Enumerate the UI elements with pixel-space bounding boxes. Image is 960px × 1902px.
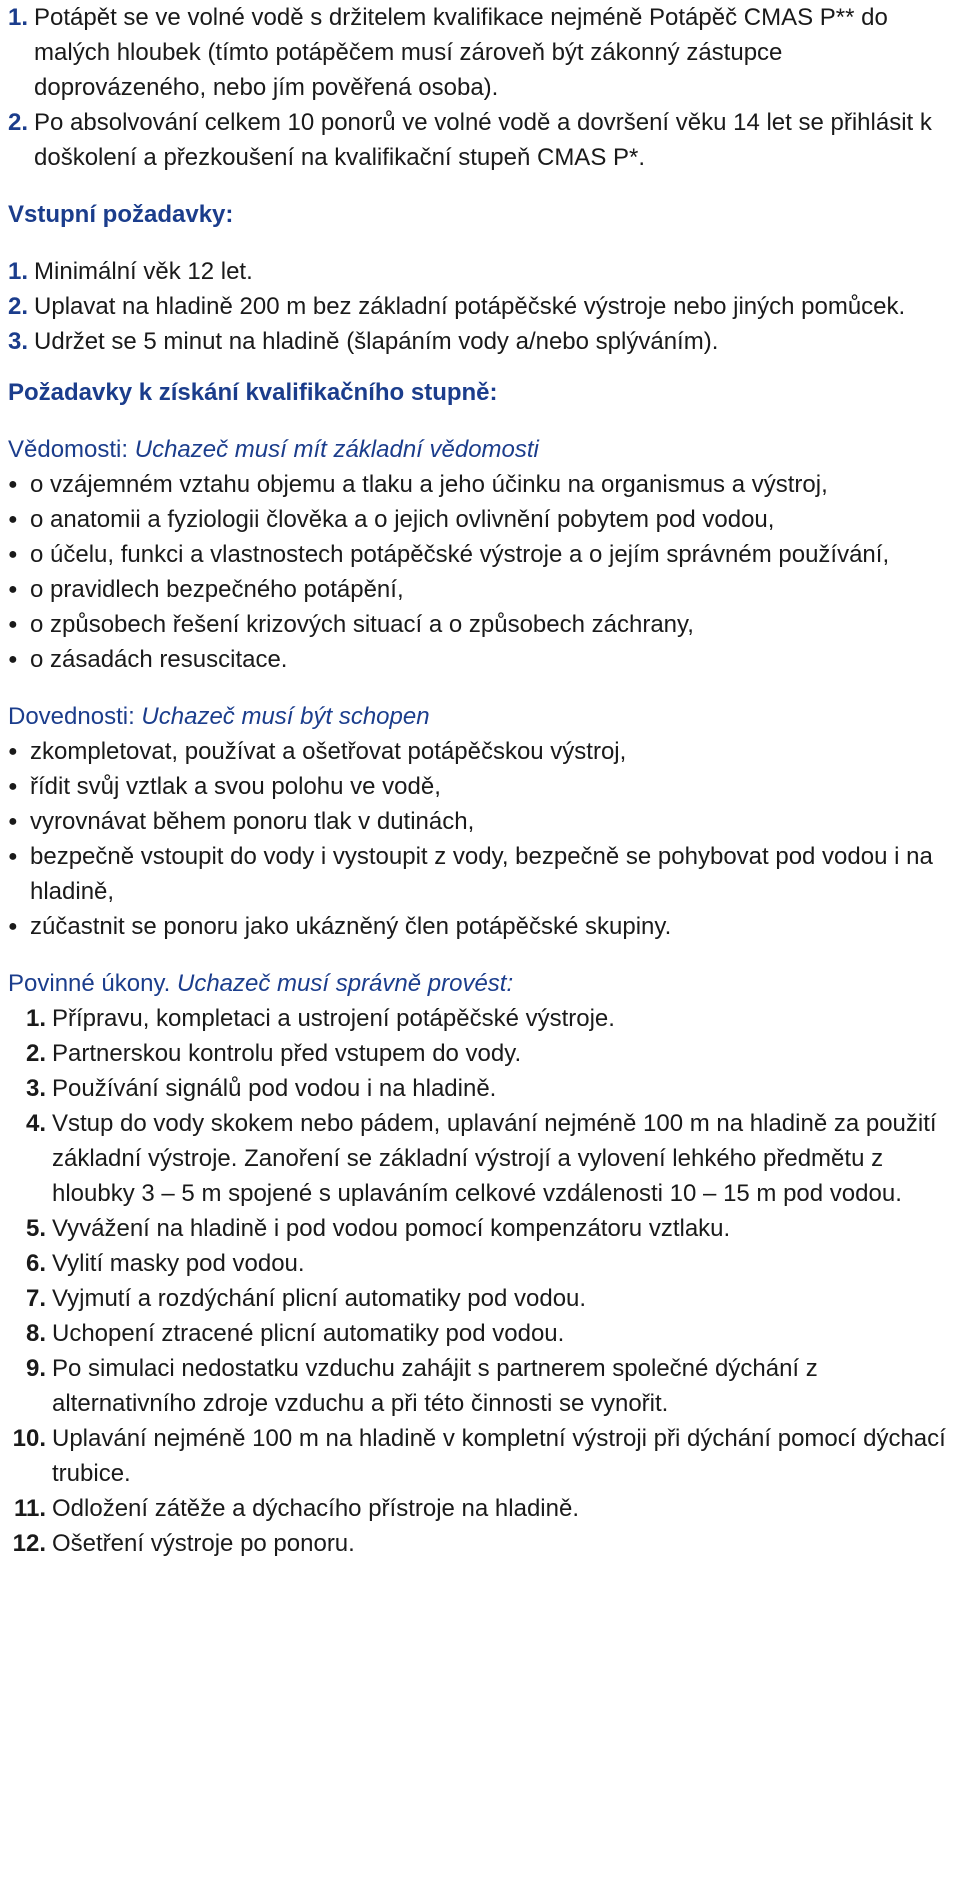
item-text: o zásadách resuscitace. <box>30 646 288 673</box>
entry-requirements-heading: Vstupní požadavky: <box>8 201 234 228</box>
list-item <box>8 572 950 607</box>
bullet-icon: ● <box>8 651 18 668</box>
item-number: 1. <box>8 258 29 285</box>
list-item <box>8 1281 950 1316</box>
item-text: o anatomii a fyziologii člověka a o jejich ovlivnění pobytem pod vodou, <box>30 506 775 533</box>
bullet-icon: ● <box>8 546 18 563</box>
list-item <box>8 289 950 324</box>
list-item <box>8 324 950 359</box>
item-text: bezpečně vstoupit do vody i vystoupit z vody, bezpečně se pohybovat pod vodou i na hladině, <box>30 843 933 905</box>
list-item <box>8 1351 950 1421</box>
tasks-intro-text: Uchazeč musí správně provést: <box>170 970 514 997</box>
list-item <box>8 502 950 537</box>
list-item <box>8 1491 950 1526</box>
item-number: 3. <box>8 328 29 355</box>
list-item <box>8 909 950 944</box>
item-text: zkompletovat, používat a ošetřovat potápěčskou výstroj, <box>30 738 627 765</box>
item-number: 2. <box>25 1040 46 1067</box>
item-text: Po absolvování celkem 10 ponorů ve volné vodě a dovršení věku 14 let se přihlásit k doškolení a přezkoušení na kvalifikační stupeň CMAS P*. <box>34 109 932 171</box>
item-text: Vylití masky pod vodou. <box>52 1250 305 1277</box>
list-item <box>8 1211 950 1246</box>
skills-label: Dovednosti: <box>8 703 135 730</box>
item-number: 5. <box>25 1215 46 1242</box>
tasks-list <box>8 1001 950 1561</box>
item-text: Vyvážení na hladině i pod vodou pomocí kompenzátoru vztlaku. <box>52 1215 731 1242</box>
list-item <box>8 839 950 909</box>
item-text: Odložení zátěže a dýchacího přístroje na hladině. <box>52 1495 579 1522</box>
list-item <box>8 1421 950 1491</box>
item-text: o způsobech řešení krizových situací a o způsobech záchrany, <box>30 611 694 638</box>
entry-requirements-list <box>8 254 950 359</box>
bullet-icon: ● <box>8 476 18 493</box>
list-item <box>8 1316 950 1351</box>
list-item <box>8 1001 950 1036</box>
list-item <box>8 1526 950 1561</box>
item-text: vyrovnávat během ponoru tlak v dutinách, <box>30 808 475 835</box>
item-text: řídit svůj vztlak a svou polohu ve vodě, <box>30 773 441 800</box>
item-number: 1. <box>25 1005 46 1032</box>
knowledge-intro <box>8 432 950 467</box>
item-text: o účelu, funkci a vlastnostech potápěčské výstroje a o jejím správném používání, <box>30 541 890 568</box>
item-number: 11. <box>13 1495 46 1522</box>
list-item <box>8 769 950 804</box>
list-item <box>8 1071 950 1106</box>
qualification-requirements-heading: Požadavky k získání kvalifikačního stupně: <box>8 379 498 406</box>
skills-list <box>8 734 950 944</box>
list-item <box>8 254 950 289</box>
item-text: Po simulaci nedostatku vzduchu zahájit s partnerem společné dýchání z alternativního zdroje vzduchu a při této činnosti se vynořit. <box>52 1355 818 1417</box>
bullet-icon: ● <box>8 848 18 865</box>
bullet-icon: ● <box>8 813 18 830</box>
item-text: Uplavat na hladině 200 m bez základní potápěčské výstroje nebo jiných pomůcek. <box>34 293 906 320</box>
item-text: zúčastnit se ponoru jako ukázněný člen potápěčské skupiny. <box>30 913 672 940</box>
item-text: Vstup do vody skokem nebo pádem, uplavání nejméně 100 m na hladině za použití základní výstroje. Zanoření se základní výstrojí a vylovení lehkého předmětu z hloubky 3 – 5 m spojené s uplaváním celkové vzdálenosti 10 – 15 m pod vodou. <box>52 1110 937 1207</box>
list-item <box>8 467 950 502</box>
item-number: 7. <box>25 1285 46 1312</box>
item-text: Partnerskou kontrolu před vstupem do vody. <box>52 1040 522 1067</box>
item-text: o vzájemném vztahu objemu a tlaku a jeho účinku na organismus a výstroj, <box>30 471 828 498</box>
knowledge-list <box>8 467 950 677</box>
item-number: 10. <box>12 1425 46 1452</box>
item-number: 1. <box>8 4 29 31</box>
list-item <box>8 1036 950 1071</box>
knowledge-label: Vědomosti: <box>8 436 129 463</box>
knowledge-intro-text: Uchazeč musí mít základní vědomosti <box>128 436 539 463</box>
item-number: 3. <box>25 1075 46 1102</box>
item-text: o pravidlech bezpečného potápění, <box>30 576 404 603</box>
bullet-icon: ● <box>8 918 18 935</box>
list-item <box>8 537 950 572</box>
tasks-intro <box>8 966 950 1001</box>
list-item <box>8 1246 950 1281</box>
list-item <box>8 734 950 769</box>
tasks-label: Povinné úkony. <box>8 970 171 997</box>
item-text: Přípravu, kompletaci a ustrojení potápěčské výstroje. <box>52 1005 615 1032</box>
item-number: 9. <box>25 1355 46 1382</box>
item-text: Uchopení ztracené plicní automatiky pod vodou. <box>52 1320 565 1347</box>
item-text: Potápět se ve volné vodě s držitelem kvalifikace nejméně Potápěč CMAS P** do malých hloubek (tímto potápěčem musí zároveň být zákonný zástupce doprovázeného, nebo jím pověřená osoba). <box>34 4 888 101</box>
list-item <box>8 105 950 175</box>
bullet-icon: ● <box>8 616 18 633</box>
item-number: 6. <box>25 1250 46 1277</box>
item-number: 2. <box>8 293 29 320</box>
bullet-icon: ● <box>8 581 18 598</box>
item-text: Udržet se 5 minut na hladině (šlapáním vody a/nebo splýváním). <box>34 328 719 355</box>
bullet-icon: ● <box>8 511 18 528</box>
item-number: 8. <box>25 1320 46 1347</box>
bullet-icon: ● <box>8 778 18 795</box>
item-number: 4. <box>25 1110 46 1137</box>
list-item <box>8 804 950 839</box>
list-item <box>8 1106 950 1211</box>
item-number: 12. <box>12 1530 46 1557</box>
item-text: Používání signálů pod vodou i na hladině. <box>52 1075 497 1102</box>
item-text: Uplavání nejméně 100 m na hladině v kompletní výstroji při dýchání pomocí dýchací trubice. <box>52 1425 946 1487</box>
list-item <box>8 642 950 677</box>
item-number: 2. <box>8 109 29 136</box>
list-item <box>8 607 950 642</box>
list-item <box>8 0 950 105</box>
item-text: Ošetření výstroje po ponoru. <box>52 1530 355 1557</box>
item-text: Minimální věk 12 let. <box>34 258 253 285</box>
skills-intro <box>8 699 950 734</box>
bullet-icon: ● <box>8 743 18 760</box>
item-text: Vyjmutí a rozdýchání plicní automatiky pod vodou. <box>52 1285 587 1312</box>
skills-intro-text: Uchazeč musí být schopen <box>134 703 430 730</box>
intro-list <box>8 0 950 175</box>
